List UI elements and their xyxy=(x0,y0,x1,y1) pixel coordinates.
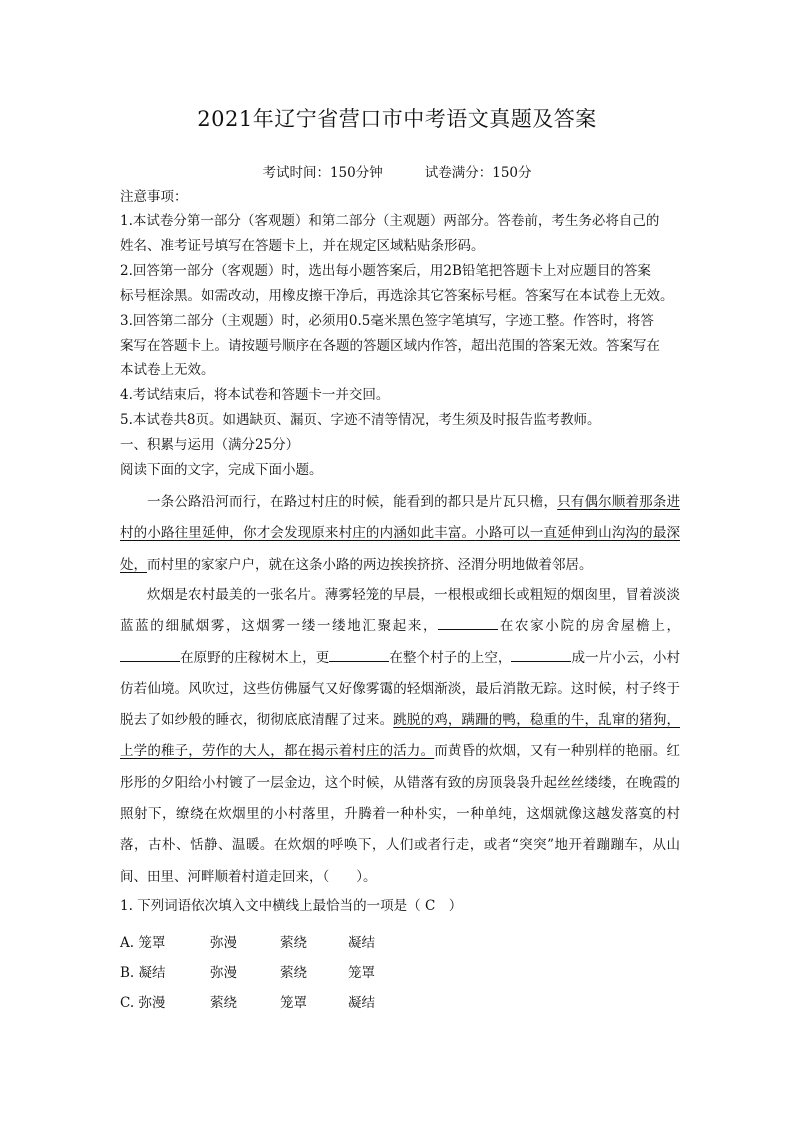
passage-text: 成一片小云，小村仿若仙境。风吹过，这些仿佛蜃气又好像雾霭的轻烟渐淡，最后消散无踪。这时候，村子终于脱去了如纱般的睡衣，彻彻底底清醒了过来。 xyxy=(120,649,681,729)
notes-line: 4.考试结束后，将本试卷和答题卡一并交回。 xyxy=(120,387,390,403)
option-label-b: B. 凝结 xyxy=(120,965,166,981)
notes-line: 案写在答题卡上。请按题号顺序在各题的答题区域内作答，超出范围的答案无效。答案写在 xyxy=(120,338,660,354)
notes-heading: 注意事项： xyxy=(120,189,188,205)
option-c xyxy=(120,991,375,1011)
passage-paragraph-2 xyxy=(120,580,680,893)
fill-blank xyxy=(511,649,571,662)
notes-line: 本试卷上无效。 xyxy=(120,362,215,378)
option-label-c: C. 弥漫 xyxy=(120,995,166,1011)
underlined-sentence: 小路可以一直延伸到山沟沟的最深处， xyxy=(120,525,681,573)
option-word: 凝结 xyxy=(348,995,375,1011)
passage-text: 在原野的庄稼树木上，更 xyxy=(180,649,330,666)
reading-instruction: 阅读下面的文字，完成下面小题。 xyxy=(120,462,323,478)
notes-line: 5.本试卷共8页。如遇缺页、漏页、字迹不清等情况，考生须及时报告监考教师。 xyxy=(120,412,601,428)
page-title: 2021年辽宁省营口市中考语文真题及答案 xyxy=(197,107,597,131)
passage-text: 在整个村子的上空， xyxy=(389,649,512,666)
fill-blank xyxy=(329,649,389,662)
option-word: 弥漫 xyxy=(210,965,237,981)
section-heading: 一、积累与运用（满分25分） xyxy=(120,437,300,453)
option-word: 萦绕 xyxy=(280,935,307,951)
fill-blank xyxy=(120,649,180,662)
option-word: 笼罩 xyxy=(348,965,375,981)
option-word: 笼罩 xyxy=(280,995,307,1011)
notes-line: 标号框涂黑。如需改动，用橡皮擦干净后，再选涂其它答案标号框。答案写在本试卷上无效。 xyxy=(120,288,674,304)
passage-text: 炊烟是农村最美的一张名片。薄雾轻笼的早晨，一根根或细长或粗短的烟囱里，冒着淡淡蓝蓝的细腻烟雾，这烟雾一缕一缕地汇聚起来， xyxy=(120,587,680,635)
passage-text: 而黄昏的炊烟，又有一种别样的艳丽。红彤彤的夕阳给小村镀了一层金边，这个时候，从错落有致的房顶袅袅升起丝丝缕缕，在晚霞的照射下，缭绕在炊烟里的小村落里，升腾着一种朴实，一种单纯，这烟就像这越发落寞的村落，古朴、恬静、温暖。在炊烟的呼唤下，人们或者行走，或者“突突”地开着蹦蹦车，从山间、田里、河畔顺着村道走回来，（ ）。 xyxy=(120,743,681,885)
notes-line: 3.回答第二部分（主观题）时，必须用0.5毫米黑色签字笔填写，字迹工整。作答时，将答 xyxy=(120,313,654,329)
option-word: 萦绕 xyxy=(210,995,237,1011)
option-label-a: A. 笼罩 xyxy=(120,935,166,951)
option-a xyxy=(120,931,375,951)
passage-text: 在农家小院的房舍屋檐上， xyxy=(498,618,681,635)
exam-meta xyxy=(0,161,794,181)
exam-time: 考试时间：150分钟 xyxy=(262,165,383,181)
option-word: 弥漫 xyxy=(210,935,237,951)
exam-score: 试卷满分：150分 xyxy=(424,165,532,181)
notes-line: 姓名、准考证号填写在答题卡上，并在规定区域粘贴条形码。 xyxy=(120,238,485,254)
option-word: 凝结 xyxy=(348,935,375,951)
question-1: 1. 下列词语依次填入文中横线上最恰当的一项是（ C ） xyxy=(120,898,463,914)
passage-text: 而村里的家家户户，就在这条小路的两边挨挨挤挤、泾渭分明地做着邻居。 xyxy=(147,556,593,573)
notes-line: 1.本试卷分第一部分（客观题）和第二部分（主观题）两部分。答卷前，考生务必将自己的 xyxy=(120,213,660,229)
option-b xyxy=(120,961,375,981)
fill-blank xyxy=(438,617,498,630)
passage-text: 一条公路沿河而行，在路过村庄的时候，能看到的都只是片瓦只檐， xyxy=(147,494,558,510)
option-word: 萦绕 xyxy=(280,965,307,981)
notes-line: 2.回答第一部分（客观题）时，选出每小题答案后，用2B铅笔把答题卡上对应题目的答案 xyxy=(120,263,651,279)
underlined-sentence: 只有偶尔顺着那条进村的小路往里延伸，你才会发现原来村庄的内涵如此丰富。 xyxy=(120,494,681,542)
underlined-sentence: 跳脱的鸡，蹒跚的鸭，稳重的牛，乱窜的猪狗，上学的稚子，劳作的大人，都在揭示着村庄的活力。 xyxy=(120,712,680,760)
passage-paragraph-1 xyxy=(120,487,680,581)
